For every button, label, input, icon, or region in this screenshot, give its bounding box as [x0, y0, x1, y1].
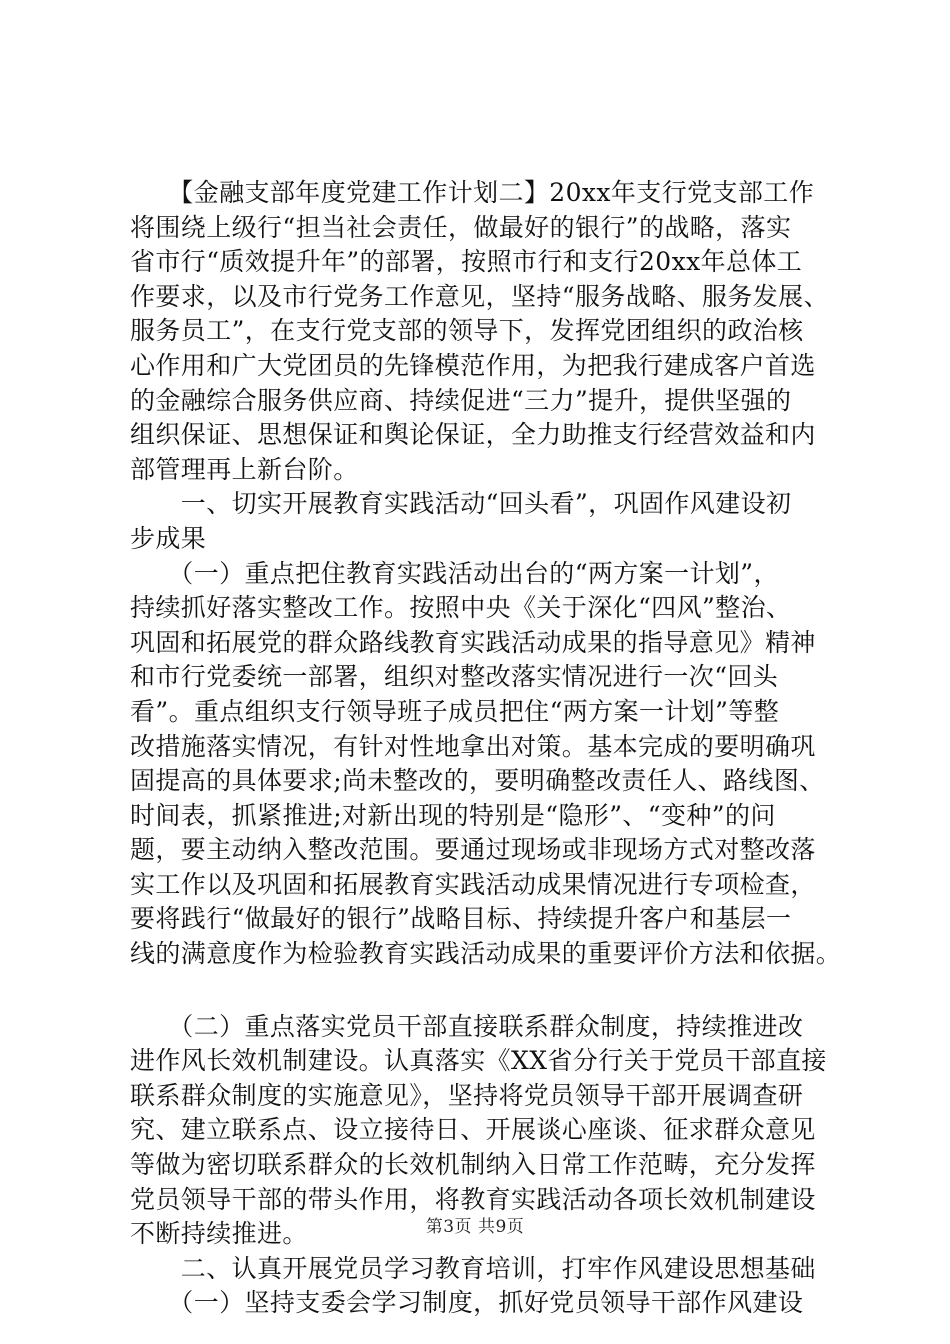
text-line: 党员领导干部的带头作用，将教育实践活动各项长效机制建设	[130, 1184, 816, 1214]
heading-line: 一、切实开展教育实践活动“回头看”，巩固作风建设初	[130, 489, 792, 519]
text-line: 等做为密切联系群众的长效机制纳入日常工作范畴，充分发挥	[130, 1150, 816, 1180]
page-number: 第3页 共9页	[425, 1217, 525, 1237]
text-line: 组织保证、思想保证和舆论保证，全力助推支行经营效益和内	[130, 420, 816, 450]
text-line: （一）重点把住教育实践活动出台的“两方案一计划”，	[130, 558, 779, 588]
text-line: 省市行“质效提升年”的部署，按照市行和支行20xx年总体工	[130, 247, 803, 277]
text-line: 实工作以及巩固和拓展教育实践活动成果情况进行专项检查，	[130, 869, 816, 899]
text-line: 心作用和广大党团员的先锋模范作用，为把我行建成客户首选	[130, 350, 816, 380]
paragraph-subsection-3: （一）坚持支委会学习制度，抓好党员领导干部作风建设	[130, 1288, 804, 1318]
text-line: 和市行党委统一部署，组织对整改落实情况进行一次“回头	[130, 662, 779, 692]
document-body	[130, 176, 840, 1321]
text-line: 究、建立联系点、设立接待日、开展谈心座谈、征求群众意见	[130, 1115, 816, 1145]
text-line: 联系群众制度的实施意见》，坚持将党员领导干部开展调查研	[130, 1080, 804, 1110]
text-line: 要将践行“做最好的银行”战略目标、持续提升客户和基层一	[130, 904, 792, 934]
text-line: 部管理再上新台阶。	[130, 454, 359, 484]
text-line: 巩固和拓展党的群众路线教育实践活动成果的指导意见》精神	[130, 627, 816, 657]
text-line: 的金融综合服务供应商、持续促进“三力”提升，提供坚强的	[130, 385, 792, 415]
paragraph-spacer	[130, 972, 840, 1010]
text-line: 改措施落实情况，有针对性地拿出对策。基本完成的要明确巩	[130, 731, 816, 761]
heading-line: 步成果	[130, 523, 207, 553]
text-line: 将围绕上级行“担当社会责任，做最好的银行”的战略，落实	[130, 212, 792, 242]
text-line: 看”。重点组织支行领导班子成员把住“两方案一计划”等整	[130, 696, 780, 726]
paragraph-subsection-1	[130, 557, 840, 972]
text-line: 进作风长效机制建设。认真落实《XX省分行关于党员干部直接	[130, 1046, 827, 1076]
text-line: 时间表，抓紧推进;对新出现的特别是“隐形”、“变种”的问	[130, 800, 776, 830]
text-line: 线的满意度作为检验教育实践活动成果的重要评价方法和依据。	[130, 939, 842, 969]
text-line: 题，要主动纳入整改范围。要通过现场或非现场方式对整改落	[130, 835, 816, 865]
text-line: 【金融支部年度党建工作计划二】20xx年支行党支部工作	[130, 178, 815, 207]
text-line: 作要求，以及市行党务工作意见，坚持“服务战略、服务发展、	[130, 281, 829, 311]
text-line: 不断持续推进。	[130, 1219, 308, 1249]
section-heading-1	[130, 487, 840, 556]
text-line: 服务员工”，在支行党支部的领导下，发挥党团组织的政治核	[130, 316, 804, 346]
text-line: 持续抓好落实整改工作。按照中央《关于深化“四风”整治、	[130, 593, 792, 623]
text-line: （二）重点落实党员干部直接联系群众制度，持续推进改	[130, 1011, 804, 1041]
section-heading-2: 二、认真开展党员学习教育培训，打牢作风建设思想基础	[130, 1253, 816, 1283]
paragraph-intro	[130, 176, 840, 487]
text-line: 固提高的具体要求;尚未整改的，要明确整改责任人、路线图、	[130, 766, 825, 796]
